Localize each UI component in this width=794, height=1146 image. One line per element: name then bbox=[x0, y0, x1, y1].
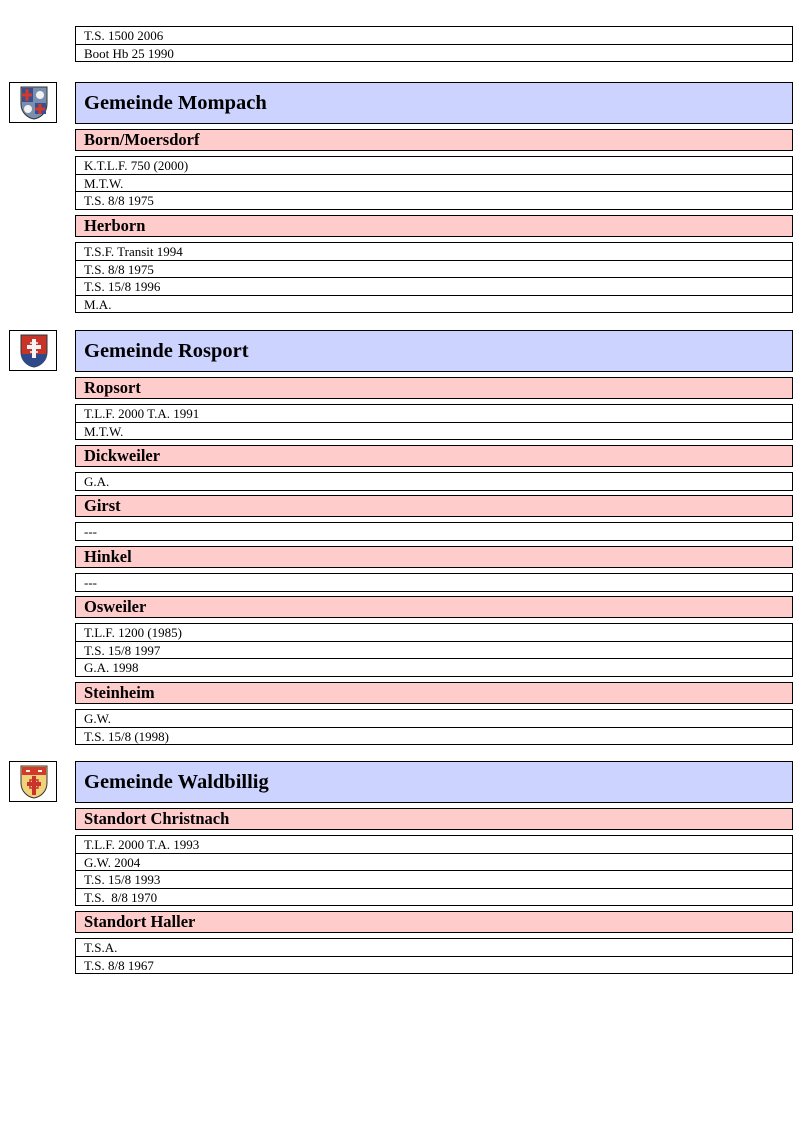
equipment-list bbox=[75, 404, 793, 440]
waldbillig-coat-of-arms-icon bbox=[9, 761, 57, 802]
location-header: Ropsort bbox=[75, 377, 793, 399]
equipment-list bbox=[75, 835, 793, 906]
location-header: Girst bbox=[75, 495, 793, 517]
equipment-item: M.T.W. bbox=[76, 175, 792, 193]
equipment-item: T.S. 8/8 1975 bbox=[76, 261, 792, 279]
equipment-item: G.A. 1998 bbox=[76, 659, 792, 677]
equipment-item: T.L.F. 2000 T.A. 1993 bbox=[76, 836, 792, 854]
location-header: Herborn bbox=[75, 215, 793, 237]
equipment-list bbox=[75, 623, 793, 677]
location-header: Hinkel bbox=[75, 546, 793, 568]
equipment-list bbox=[75, 472, 793, 491]
rosport-coat-of-arms-icon bbox=[9, 330, 57, 371]
equipment-list bbox=[75, 242, 793, 313]
location-header: Dickweiler bbox=[75, 445, 793, 467]
equipment-item: T.S. 8/8 1970 bbox=[76, 889, 792, 907]
equipment-item: --- bbox=[76, 523, 792, 541]
equipment-item: T.S.F. Transit 1994 bbox=[76, 243, 792, 261]
equipment-item: T.S. 15/8 1996 bbox=[76, 278, 792, 296]
equipment-item: T.S. 1500 2006 bbox=[76, 27, 792, 45]
equipment-list bbox=[75, 156, 793, 210]
commune-header: Gemeinde Mompach bbox=[75, 82, 793, 124]
equipment-item: T.L.F. 2000 T.A. 1991 bbox=[76, 405, 792, 423]
equipment-item: M.T.W. bbox=[76, 423, 792, 441]
equipment-item: T.L.F. 1200 (1985) bbox=[76, 624, 792, 642]
equipment-item: T.S. 8/8 1975 bbox=[76, 192, 792, 210]
equipment-item: K.T.L.F. 750 (2000) bbox=[76, 157, 792, 175]
equipment-item: T.S. 15/8 1993 bbox=[76, 871, 792, 889]
equipment-list bbox=[75, 573, 793, 592]
top-equipment-list bbox=[75, 26, 793, 62]
equipment-item: G.A. bbox=[76, 473, 792, 491]
equipment-item: M.A. bbox=[76, 296, 792, 314]
equipment-item: G.W. 2004 bbox=[76, 854, 792, 872]
equipment-item: T.S. 8/8 1967 bbox=[76, 957, 792, 975]
location-header: Steinheim bbox=[75, 682, 793, 704]
mompach-coat-of-arms-icon bbox=[9, 82, 57, 123]
equipment-item: Boot Hb 25 1990 bbox=[76, 45, 792, 63]
equipment-item: T.S. 15/8 1997 bbox=[76, 642, 792, 660]
equipment-list bbox=[75, 709, 793, 745]
location-header: Standort Haller bbox=[75, 911, 793, 933]
equipment-item: --- bbox=[76, 574, 792, 592]
equipment-list bbox=[75, 522, 793, 541]
equipment-list bbox=[75, 938, 793, 974]
commune-header: Gemeinde Waldbillig bbox=[75, 761, 793, 803]
equipment-item: G.W. bbox=[76, 710, 792, 728]
equipment-item: T.S.A. bbox=[76, 939, 792, 957]
location-header: Osweiler bbox=[75, 596, 793, 618]
commune-header: Gemeinde Rosport bbox=[75, 330, 793, 372]
equipment-item: T.S. 15/8 (1998) bbox=[76, 728, 792, 746]
location-header: Born/Moersdorf bbox=[75, 129, 793, 151]
location-header: Standort Christnach bbox=[75, 808, 793, 830]
